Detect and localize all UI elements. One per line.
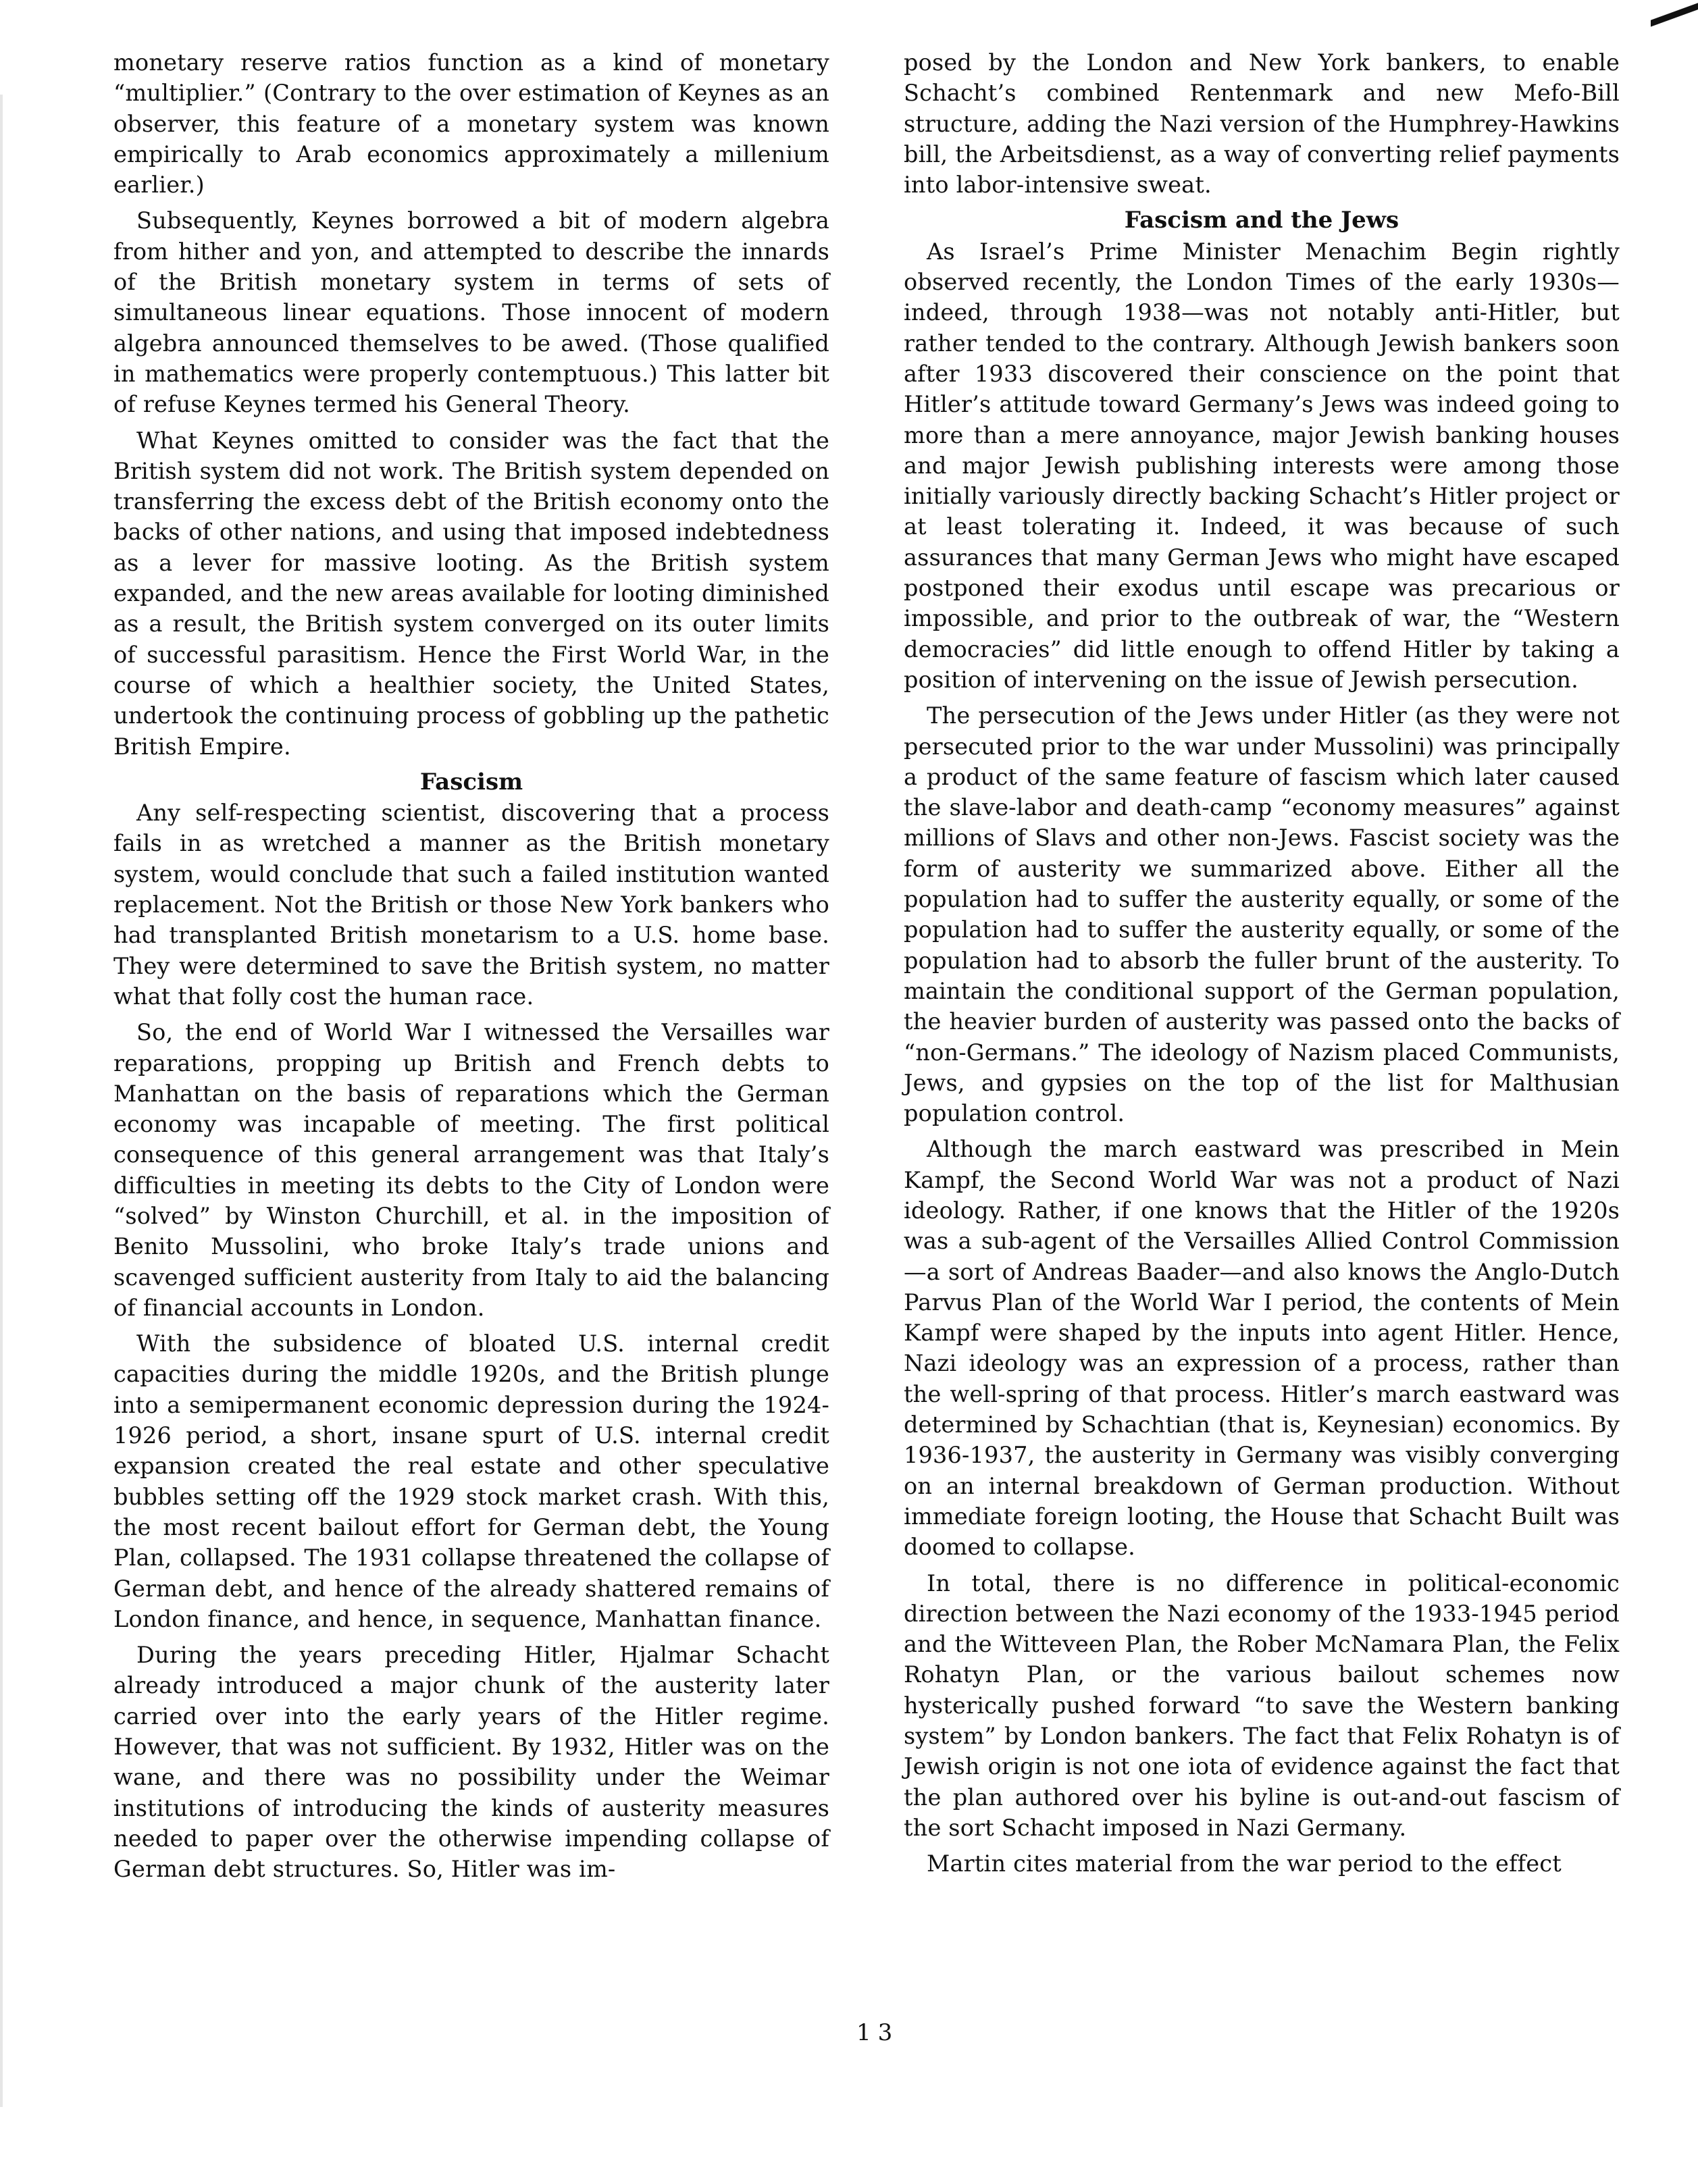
paragraph: In total, there is no difference in political-economic direction between the Nazi economy of the 1933-1945 period and the Witteveen Plan, the Rober McNamara Plan, the Felix Rohatyn Plan, or the various bailout schemes now hysterically pushed forward “to save the Western banking system” by London bankers. The fact that Felix Rohatyn is of Jewish origin is not one iota of evidence against the fact that the plan authored over his byline is out-and-out fascism of the sort Schacht imposed in Nazi Germany. [904,1569,1620,1841]
paragraph: Subsequently, Keynes borrowed a bit of modern algebra from hither and yon, and attempted to describe the innards of the British monetary system in terms of sets of simultaneous linear equations. Those innocent of modern algebra announced themselves to be awed. (Those qualified in mathematics were properly contemptuous.) This latter bit of refuse Keynes termed his General Theory. [113,207,829,418]
paragraph: posed by the London and New York bankers, to enable Schacht’s combined Rentenmark and new Mefo-Bill structure, adding the Nazi version of the Humphrey-Hawkins bill, the Arbeitsdienst, as a way of converting relief payments into labor-intensive sweat. [904,49,1620,199]
page-corner-mark [1651,0,1698,27]
paragraph: During the years preceding Hitler, Hjalmar Schacht already introduced a major chunk of the austerity later carried over into the early years of the Hitler regime. However, that was not sufficient. By 1932, Hitler was on the wane, and there was no possibility under the Weimar institutions of introducing the kinds of austerity measures needed to paper over the otherwise impending collapse of German debt structures. So, Hitler was im- [113,1642,829,1883]
section-heading-fascism-and-the-jews: Fascism and the Jews [1124,207,1399,234]
right-column [904,47,1620,1885]
paragraph: The persecution of the Jews under Hitler (as they were not persecuted prior to the war under Mussolini) was principally a product of the same feature of fascism which later caused the slave-labor and death-camp “economy measures” against millions of Slavs and other non-Jews. Fascist society was the form of austerity we summarized above. Either all the population had to suffer the austerity equally, or some of the population had to suffer the austerity equally, or some of the population had to absorb the fuller brunt of the austerity. To maintain the conditional support of the German population, the heavier burden of austerity was passed onto the backs of “non-Germans.” The ideology of Nazism placed Communists, Jews, and gypsies on the top of the list for Malthusian population control. [904,702,1620,1127]
paragraph: With the subsidence of bloated U.S. internal credit capacities during the middle 1920s, and the British plunge into a semipermanent economic depression during the 1924-1926 period, a short, insane spurt of U.S. internal credit expansion created the real estate and other speculative bubbles setting off the 1929 stock market crash. With this, the most recent bailout effort for German debt, the Young Plan, collapsed. The 1931 collapse threatened the collapse of German debt, and hence of the already shattered remains of London finance, and hence, in sequence, Manhattan finance. [113,1330,829,1632]
paragraph: Any self-respecting scientist, discovering that a process fails in as wretched a manner as the British monetary system, would conclude that such a failed institution wanted replacement. Not the British or those New York bankers who had transplanted British monetarism to a U.S. home base. They were determined to save the British system, no matter what that folly cost the human race. [113,800,829,1010]
paragraph: Martin cites material from the war period to the effect [927,1850,1562,1877]
paragraph: What Keynes omitted to consider was the fact that the British system did not work. The British system depended on transferring the excess debt of the British economy onto the backs of other nations, and using that imposed indebtedness as a lever for massive looting. As the British system expanded, and the new areas available for looting diminished as a result, the British system converged on its outer limits of successful parasitism. Hence the First World War, in the course of which a healthier society, the United States, undertook the continuing process of gobbling up the pathetic British Empire. [113,427,829,760]
paragraph: So, the end of World War I witnessed the Versailles war reparations, propping up British and French debts to Manhattan on the basis of reparations which the German economy was incapable of meeting. The first political consequence of this general arrangement was that Italy’s difficulties in meeting its debts to the City of London were “solved” by Winston Churchill, et al. in the imposition of Benito Mussolini, who broke Italy’s trade unions and scavenged sufficient austerity from Italy to aid the balancing of financial accounts in London. [113,1019,829,1321]
paragraph: As Israel’s Prime Minister Menachim Begin rightly observed recently, the London Times of the early 1930s—indeed, through 1938—was not notably anti-Hitler, but rather tended to the contrary. Although Jewish bankers soon after 1933 discovered their conscience on the point that Hitler’s attitude toward Germany’s Jews was indeed going to more than a mere annoyance, major Jewish banking houses and major Jewish publishing interests were among those initially variously directly backing Schacht’s Hitler project or at least tolerating it. Indeed, it was because of such assurances that many German Jews who might have escaped postponed their exodus until escape was precarious or impossible, and prior to the outbreak of war, the “Western democracies” did little enough to offend Hitler by taking a position of intervening on the issue of Jewish persecution. [904,238,1620,693]
section-heading-fascism: Fascism [419,768,523,796]
page-number: 13 [856,2019,900,2046]
left-column [113,47,829,1890]
scan-edge [0,95,3,2107]
paragraph: Although the march eastward was prescribed in Mein Kampf, the Second World War was not a product of Nazi ideology. Rather, if one knows that the Hitler of the 1920s was a sub-agent of the Versailles Allied Control Commission—a sort of Andreas Baader—and also knows the Anglo-Dutch Parvus Plan of the World War I period, the contents of Mein Kampf were shaped by the inputs into agent Hitler. Hence, Nazi ideology was an expression of a process, rather than the well-spring of that process. Hitler’s march eastward was determined by Schachtian (that is, Keynesian) economics. By 1936-1937, the austerity in Germany was visibly converging on an internal breakdown of German production. Without immediate foreign looting, the House that Schacht Built was doomed to collapse. [904,1136,1620,1561]
paragraph: monetary reserve ratios function as a kind of monetary “multiplier.” (Contrary to the over estimation of Keynes as an observer, this feature of a monetary system was known empirically to Arab economics approximately a millenium earlier.) [113,49,829,199]
